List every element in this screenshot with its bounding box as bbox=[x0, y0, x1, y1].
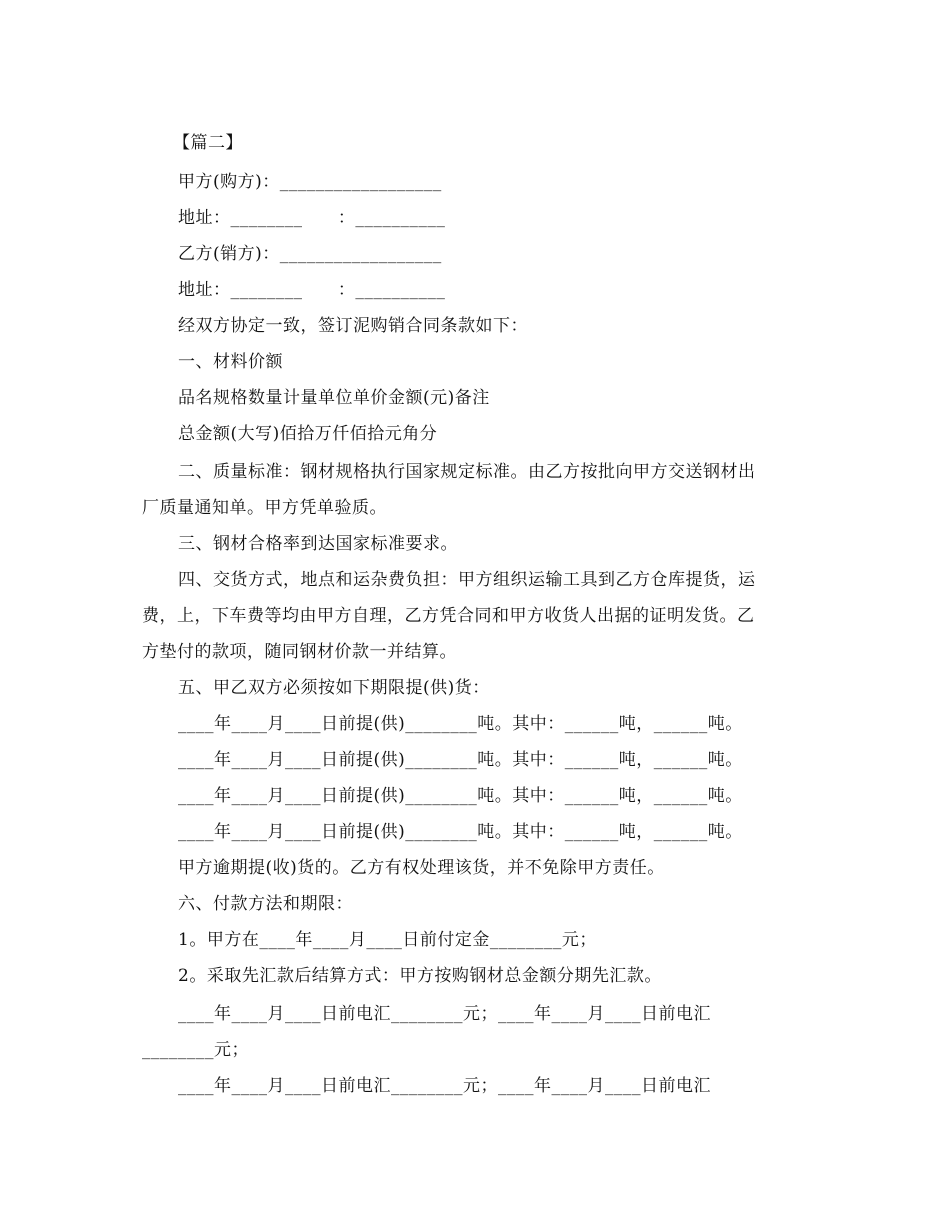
party-a-line: 甲方(购方)：__________________ bbox=[178, 172, 442, 192]
party-a-address-line: 地址：________ ：__________ bbox=[178, 208, 446, 228]
party-b-line: 乙方(销方)：__________________ bbox=[178, 244, 442, 264]
clause-5-note: 甲方逾期提(收)货的。乙方有权处理该货，并不免除甲方责任。 bbox=[178, 858, 665, 878]
clause-4-line-1: 四、交货方式，地点和运杂费负担：甲方组织运输工具到乙方仓库提货，运 bbox=[178, 570, 756, 590]
delivery-schedule-row: ____年____月____日前提(供)________吨。其中：______吨，______吨。 bbox=[178, 822, 743, 842]
intro-paragraph: 经双方协定一致，签订泥购销合同条款如下： bbox=[178, 316, 528, 336]
clause-1-title: 一、材料价额 bbox=[178, 352, 283, 372]
delivery-schedule-row: ____年____月____日前提(供)________吨。其中：______吨，______吨。 bbox=[178, 750, 743, 770]
clause-2-line-1: 二、质量标准：钢材规格执行国家规定标准。由乙方按批向甲方交送钢材出 bbox=[178, 462, 756, 482]
payment-schedule-row: ____年____月____日前电汇________元；____年____月____日前电汇 bbox=[178, 1076, 711, 1096]
clause-5-title: 五、甲乙双方必须按如下期限提(供)货： bbox=[178, 678, 490, 698]
payment-schedule-row: ____年____月____日前电汇________元；____年____月____日前电汇 bbox=[178, 1004, 711, 1024]
clause-3: 三、钢材合格率到达国家标准要求。 bbox=[178, 534, 458, 554]
delivery-schedule-row: ____年____月____日前提(供)________吨。其中：______吨，______吨。 bbox=[178, 714, 743, 734]
clause-6-item-1: 1。甲方在____年____月____日前付定金________元； bbox=[178, 930, 597, 950]
clause-1-columns: 品名规格数量计量单位单价金额(元)备注 bbox=[178, 388, 490, 408]
delivery-schedule-row: ____年____月____日前提(供)________吨。其中：______吨，______吨。 bbox=[178, 786, 743, 806]
party-b-address-line: 地址：________ ：__________ bbox=[178, 280, 446, 300]
clause-2-line-2: 厂质量通知单。甲方凭单验质。 bbox=[142, 498, 387, 518]
clause-4-line-2: 费，上，下车费等均由甲方自理，乙方凭合同和甲方收货人出据的证明发货。乙 bbox=[142, 606, 755, 626]
clause-1-total: 总金额(大写)佰拾万仟佰拾元角分 bbox=[178, 424, 438, 444]
payment-schedule-row-continued: ________元； bbox=[142, 1040, 249, 1060]
section-heading: 【篇二】 bbox=[173, 133, 243, 153]
clause-6-title: 六、付款方法和期限： bbox=[178, 894, 353, 914]
clause-6-item-2: 2。采取先汇款后结算方式：甲方按购钢材总金额分期先汇款。 bbox=[178, 966, 662, 986]
clause-4-line-3: 方垫付的款项，随同钢材价款一并结算。 bbox=[142, 642, 457, 662]
